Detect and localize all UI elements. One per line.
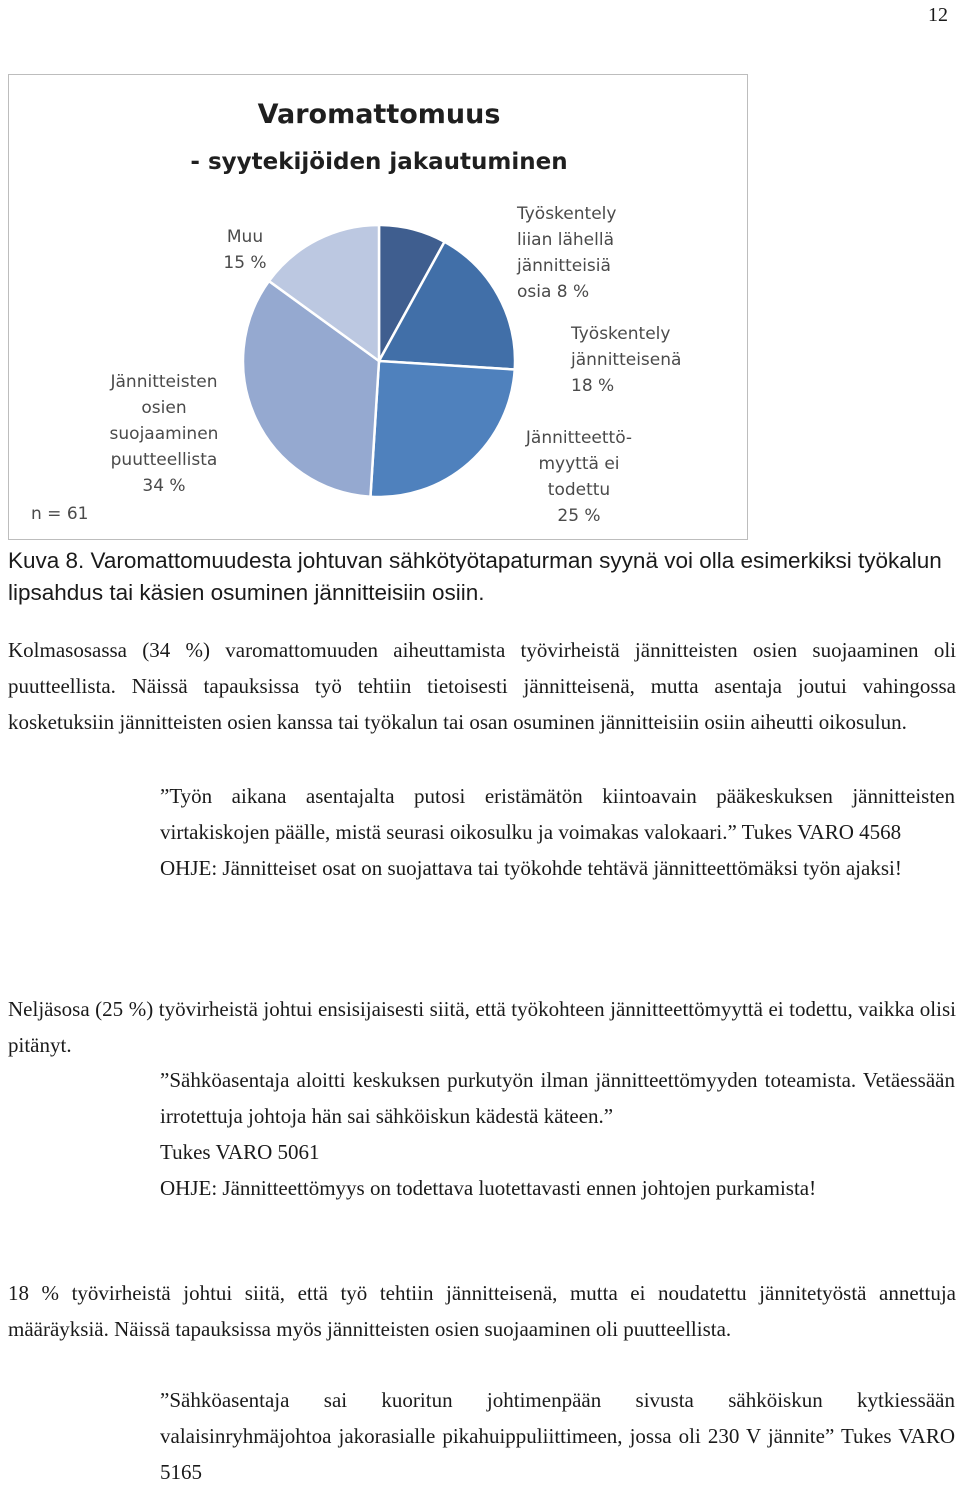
quote-1 bbox=[160, 778, 955, 886]
pie-label-4-line-0: Muu bbox=[226, 227, 264, 247]
pie-slice-2 bbox=[370, 361, 514, 497]
pie-label-3 bbox=[110, 372, 219, 496]
pie-label-4-line-1: 15 % bbox=[223, 253, 267, 273]
pie-label-2-line-1: myyttä ei bbox=[538, 454, 620, 474]
quote-2-text: ”Sähköasentaja aloitti keskuksen purkutyön ilman jännitteettömyyden toteamista. Vetäessään irrotettuja johtoja hän sai sähköiskun kädestä käteen.” bbox=[160, 1068, 955, 1128]
pie-slices bbox=[243, 225, 515, 497]
pie-label-3-line-0: Jännitteisten bbox=[110, 372, 218, 392]
pie-label-3-line-1: osien bbox=[141, 398, 187, 418]
quote-2-source: Tukes VARO 5061 bbox=[160, 1140, 320, 1164]
pie-label-1-line-0: Työskentely bbox=[571, 324, 671, 344]
pie-label-3-line-3: puutteellista bbox=[110, 450, 218, 470]
pie-label-0-line-3: osia 8 % bbox=[517, 282, 590, 302]
pie-label-0-line-2: jännitteisiä bbox=[517, 256, 611, 276]
pie-chart-figure bbox=[8, 74, 748, 540]
quote-3 bbox=[160, 1382, 955, 1490]
pie-label-1-line-2: 18 % bbox=[571, 376, 615, 396]
quote-2 bbox=[160, 1062, 955, 1206]
pie-label-3-line-2: suojaaminen bbox=[109, 424, 219, 444]
pie-label-4 bbox=[223, 227, 266, 273]
chart-title: Varomattomuus bbox=[257, 99, 501, 130]
paragraph-2: Neljäsosa (25 %) työvirheistä johtui ensisijaisesti siitä, että työkohteen jännitteettömyyttä ei todettu, vaikka olisi pitänyt. bbox=[8, 997, 956, 1057]
pie-label-0 bbox=[516, 204, 616, 302]
pie-label-0-line-0: Työskentely bbox=[517, 204, 617, 224]
paragraph-3: 18 % työvirheistä johtui siitä, että työ tehtiin jännitteisenä, mutta ei noudatettu jännitetyöstä annettuja määräyksiä. Näissä tapauksissa myös jännitteisten osien suojaaminen oli puutteellista. bbox=[8, 1281, 956, 1341]
quote-1-text: ”Työn aikana asentajalta putosi eristämätön kiintoavain pääkeskuksen jännitteisten virtakiskojen päälle, mistä seurasi oikosulku ja voimakas valokaari.” Tukes VARO 4568 bbox=[160, 784, 955, 844]
chart-note: n = 61 bbox=[31, 504, 89, 524]
figure-caption: Kuva 8. Varomattomuudesta johtuvan sähkötyötapaturman syynä voi olla esimerkiksi työkalun lipsahdus tai käsien osuminen jännitteisiin osiin. bbox=[8, 548, 942, 605]
paragraph-1: Kolmasosassa (34 %) varomattomuuden aiheuttamista työvirheistä jännitteisten osien suojaaminen oli puutteellista. Näissä tapauksissa työ tehtiin tietoisesti jännitteisenä, mutta asentaja joutui vahingossa kosketuksiin jännitteisten osien kanssa tai työkalun tai osan osuminen jännitteisiin osiin aiheutti oikosulun. bbox=[8, 638, 956, 734]
chart-subtitle: - syytekijöiden jakautuminen bbox=[190, 149, 568, 175]
pie-label-1-line-1: jännitteisenä bbox=[571, 350, 682, 370]
quote-1-ohje: OHJE: Jännitteiset osat on suojattava tai työkohde tehtävä jännitteettömäksi työn ajaksi! bbox=[160, 856, 902, 880]
pie-label-3-line-4: 34 % bbox=[142, 476, 186, 496]
pie-chart bbox=[9, 75, 747, 539]
quote-3-text: ”Sähköasentaja sai kuoritun johtimenpään sivusta sähköiskun kytkiessään valaisinryhmäjohtoa jakorasialle pikahuippuliittimeen, jossa oli 230 V jännite” Tukes VARO 5165 bbox=[160, 1388, 955, 1484]
pie-label-2-line-2: todettu bbox=[547, 480, 611, 500]
page-number: 12 bbox=[928, 4, 948, 26]
pie-label-0-line-1: liian lähellä bbox=[517, 230, 615, 250]
pie-label-2-line-3: 25 % bbox=[557, 506, 601, 526]
pie-label-2-line-0: Jännitteettö- bbox=[525, 428, 633, 448]
quote-2-ohje: OHJE: Jännitteettömyys on todettava luotettavasti ennen johtojen purkamista! bbox=[160, 1176, 817, 1200]
pie-label-1 bbox=[570, 324, 681, 396]
pie-label-2 bbox=[525, 428, 632, 526]
